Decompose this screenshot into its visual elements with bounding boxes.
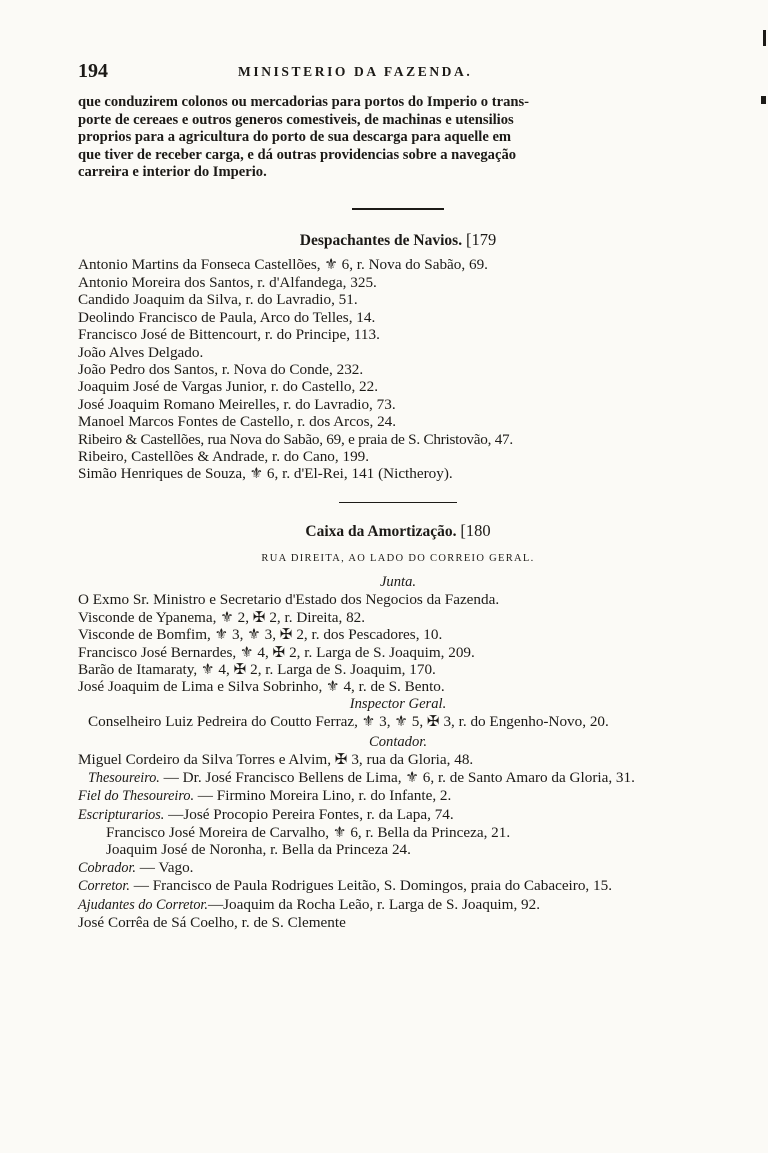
section-title-text: Despachantes de Navios.: [299, 231, 463, 249]
list-item: João Pedro dos Santos, r. Nova do Conde, 232.: [78, 361, 364, 378]
section-address: RUA DIREITA, AO LADO DO CORREIO GERAL.: [261, 553, 535, 565]
role-label: Escripturarios.: [78, 806, 165, 823]
list-item: Candido Joaquim da Silva, r. do Lavradio, 51.: [78, 291, 358, 309]
list-item: Visconde de Bomfim, ⚜ 3, ⚜ 3, ✠ 2, r. dos Pescadores, 10.: [78, 626, 443, 644]
ajudantes-entry: Ajudantes do Corretor.—Joaquim da Rocha Leão, r. Larga de S. Joaquim, 92.: [78, 895, 541, 913]
intro-line: proprios para a agricultura do porto de sua descarga para aquelle em: [78, 129, 512, 146]
list-item: Deolindo Francisco de Paula, Arco do Telles, 14.: [78, 308, 376, 326]
page-number: 194: [78, 60, 108, 82]
list-item: O Exmo Sr. Ministro e Secretario d'Estado dos Negocios da Fazenda.: [78, 591, 500, 609]
list-item: Antonio Moreira dos Santos, r. d'Alfandega, 325.: [78, 273, 377, 291]
list-item: José Joaquim de Lima e Silva Sobrinho, ⚜ 4, r. de S. Bento.: [78, 678, 445, 696]
list-item: José Corrêa de Sá Coelho, r. de S. Clemente: [78, 913, 346, 931]
margin-mark: [761, 96, 766, 104]
section-divider: [339, 502, 457, 504]
list-item: Francisco José Bernardes, ⚜ 4, ✠ 2, r. Larga de S. Joaquim, 209.: [78, 643, 475, 661]
section-title-despachantes: [78, 230, 718, 250]
despachantes-list: [78, 256, 718, 484]
role-heading-contador: Contador.: [369, 734, 427, 751]
document-page: [78, 60, 718, 931]
list-item: Ribeiro, Castellões & Andrade, r. do Cano, 199.: [78, 448, 370, 466]
fiel-entry: Fiel do Thesoureiro. — Firmino Moreira Lino, r. do Infante, 2.: [78, 787, 452, 805]
margin-mark: [763, 30, 766, 46]
cobrador-entry: Cobrador. — Vago.: [78, 858, 194, 876]
role-label: Ajudantes do Corretor.: [78, 896, 208, 913]
section-divider: [352, 208, 444, 210]
intro-line: carreira e interior do Imperio.: [78, 164, 267, 181]
running-title: MINISTERIO DA FAZENDA.: [238, 64, 473, 79]
role-label: Corretor.: [78, 878, 130, 895]
list-item: João Alves Delgado.: [78, 343, 204, 361]
list-item: Barão de Itamaraty, ⚜ 4, ✠ 2, r. Larga de S. Joaquim, 170.: [78, 661, 436, 679]
order-icon: ⚜: [324, 256, 338, 273]
list-item: Joaquim José de Vargas Junior, r. do Castello, 22.: [78, 378, 379, 396]
section-number: [180: [460, 521, 491, 541]
junta-list: [78, 591, 718, 695]
page-header: [78, 60, 718, 84]
role-heading-junta: Junta.: [379, 574, 417, 591]
section-number: [179: [465, 229, 497, 249]
contador-entry: Miguel Cordeiro da Silva Torres e Alvim, ✠ 3, rua da Gloria, 48.: [78, 751, 474, 769]
intro-line: porte de cereaes e outros generos comestiveis, de machinas e utensilios: [78, 111, 514, 128]
role-label: Cobrador.: [78, 859, 136, 876]
role-heading-inspector: Inspector Geral.: [349, 695, 447, 712]
escripturarios-entry: Escripturarios. —José Procopio Pereira Fontes, r. da Lapa, 74.: [78, 805, 454, 823]
list-item: Simão Henriques de Souza, ⚜ 6, r. d'El-Rei, 141 (Nictheroy).: [78, 465, 453, 483]
list-item: Manoel Marcos Fontes de Castello, r. dos Arcos, 24.: [78, 413, 397, 431]
list-item: José Joaquim Romano Meirelles, r. do Lavradio, 73.: [78, 395, 396, 413]
list-item: Francisco José de Bittencourt, r. do Principe, 113.: [78, 326, 380, 344]
order-icon: ⚜: [249, 466, 264, 483]
corretor-entry: Corretor. — Francisco de Paula Rodrigues Leitão, S. Domingos, praia do Cabaceiro, 15.: [78, 877, 613, 895]
thesoureiro-entry: Thesoureiro. — Dr. José Francisco Bellens de Lima, ⚜ 6, r. de Santo Amaro da Gloria, 31.: [88, 768, 635, 786]
role-label: Fiel do Thesoureiro.: [78, 788, 194, 805]
list-item: Joaquim José de Noronha, r. Bella da Princeza 24.: [106, 841, 411, 859]
intro-paragraph: [78, 94, 718, 182]
list-item: Francisco José Moreira de Carvalho, ⚜ 6, r. Bella da Princeza, 21.: [106, 823, 511, 841]
list-item: Visconde de Ypanema, ⚜ 2, ✠ 2, r. Direita, 82.: [78, 608, 366, 626]
list-item: Antonio Martins da Fonseca Castellões, ⚜ 6, r. Nova do Sabão, 69.: [78, 255, 488, 273]
intro-line: que tiver de receber carga, e dá outras providencias sobre a navegação: [78, 146, 517, 163]
section-title-caixa: [78, 521, 718, 541]
section-title-text: Caixa da Amortização.: [305, 523, 457, 541]
inspector-entry: Conselheiro Luiz Pedreira do Coutto Ferraz, ⚜ 3, ⚜ 5, ✠ 3, r. do Engenho-Novo, 20.: [88, 712, 609, 730]
intro-line: que conduzirem colonos ou mercadorias para portos do Imperio o trans-: [78, 94, 530, 110]
list-item: Ribeiro & Castellões, rua Nova do Sabão, 69, e praia de S. Christovão, 47.: [78, 430, 513, 448]
role-label: Thesoureiro.: [88, 769, 160, 786]
